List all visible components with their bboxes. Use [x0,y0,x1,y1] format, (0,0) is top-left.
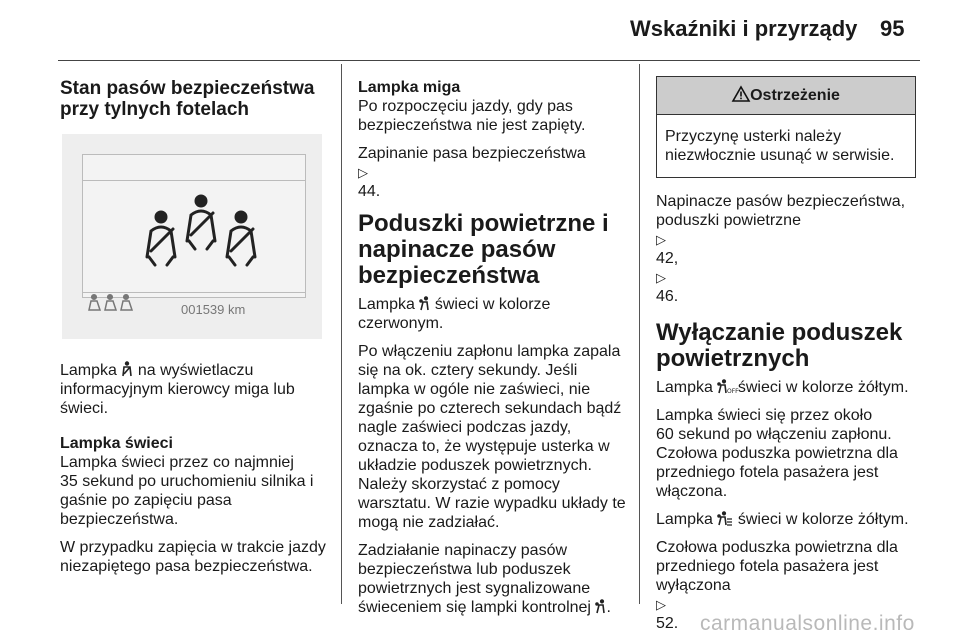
paragraph-lamp-flashing: Lampka miga Po rozpoczęciu jazdy, gdy pas bezpieczeństwa nie jest zapięty. [358,78,633,135]
display-frame [82,154,306,317]
seatbelt-status-icons [131,195,271,275]
seatbelt-rear-right-icon [227,212,255,265]
display-line-top [83,180,305,181]
paragraph-airbag-fault: Po włączeniu zapłonu lampka zapala się na ok. cztery sekundy. Jeśli lampka w ogóle nie zaświeci, nie zgaśnie po czterech sekundach bądź nagle zaświeci podczas jazdy, oznacza to, że występuje usterka w układzie poduszek powietrznych. Należy skorzystać z pomocy warsztatu. W razie wypadku układy te mogą nie zadziałać. [358,343,626,531]
column-divider-2 [639,64,640,604]
paragraph-buckling-while-driving: W przypadku zapięcia w trakcie jazdy niezapiętego pasa bezpieczeństwa. [60,539,326,575]
subheading-lamp-lit: Lampka świeci [60,435,173,452]
page-reference-42[interactable]: 42, [656,250,679,267]
section-heading-airbag-deactivation: Wyłączanie poduszek powietrznych [656,319,903,372]
airbag-person-icon [419,296,430,311]
subheading-lamp-flashing: Lampka miga [358,79,461,96]
paragraph-lamp-info: Lampka na wyświetlaczu informacyjnym kierowcy miga lub świeci. [60,362,295,417]
watermark: carmanualsonline.info [700,612,915,635]
paragraph-airbag-disabled-ref: Czołowa poduszka powietrzna dla przedniego fotela pasażera jest wyłączona ▷ 52. [656,538,924,633]
warning-triangle-icon [732,86,750,102]
triangle-right-reference-icon: ▷ [656,232,666,247]
seatbelt-person-icon [121,361,133,377]
page-reference[interactable]: 44. [358,183,381,200]
paragraph-deployment-signal: Zadziałanie napinaczy pasów bezpieczeństwa lub poduszek powietrznych jest sygnalizowane świeceniem się lampki kontrolnej . [358,542,611,616]
odometer-reading: 001539 km [181,302,246,317]
section-heading-airbags: Poduszki powietrzne i napinacze pasów bezpieczeństwa [358,210,609,289]
page-number: 95 [880,16,905,41]
display-line-bottom [83,292,305,293]
paragraph-airbag-lamp-red: Lampka świeci w kolorze czerwonym. [358,296,551,332]
airbag-off-icon [717,379,739,395]
column-3 [656,76,924,642]
column-1 [60,72,330,585]
page-reference-46[interactable]: 46. [656,288,679,305]
paragraph-airbag-on-duration: Lampka świeci się przez około 60 sekund po włączeniu zapłonu. Czołowa poduszka powietrzna dla przedniego fotela pasażera jest włączona. [656,407,898,500]
paragraph-lamp-lit: Lampka świeci Lampka świeci przez co najmniej 35 sekund po uruchomieniu silnika i gaśnie po zapięciu pasa bezpieczeństwa. [60,434,330,529]
triangle-right-reference-icon: ▷ [656,597,666,612]
page-reference-52[interactable]: 52. [656,615,679,632]
section-heading-rear-seatbelts: Stan pasów bezpieczeństwa przy tylnych fotelach [60,78,315,120]
paragraph-airbag-off-lamp: Lampka OFF świeci w kolorze żółtym. [656,379,909,396]
triangle-right-reference-icon: ▷ [358,165,368,180]
seatbelt-mini-icons [87,294,137,312]
column-2 [358,78,633,626]
warning-title: Ostrzeżenie [657,77,915,115]
warning-box [656,76,916,178]
paragraph-airbag-on-lamp: Lampka świeci w kolorze żółtym. [656,511,909,528]
paragraph-fastening-ref: Zapinanie pasa bezpieczeństwa ▷ 44. [358,144,633,201]
airbag-person-icon [595,599,606,614]
triangle-right-reference-icon: ▷ [656,270,666,285]
seatbelt-rear-left-icon [147,212,175,265]
page-header-title: Wskaźniki i przyrządy [630,16,858,41]
svg-text:OFF: OFF [727,388,739,395]
warning-body: Przyczynę usterki należy niezwłocznie usunąć w serwisie. [665,128,895,164]
instrument-display-illustration [62,134,322,339]
header-divider [58,60,920,61]
seatbelt-rear-center-icon [187,196,215,249]
column-divider-1 [341,64,342,604]
airbag-on-icon [717,511,733,526]
paragraph-pretensioners-ref: Napinacze pasów bezpieczeństwa, poduszki powietrzne ▷ 42, ▷ 46. [656,192,924,306]
